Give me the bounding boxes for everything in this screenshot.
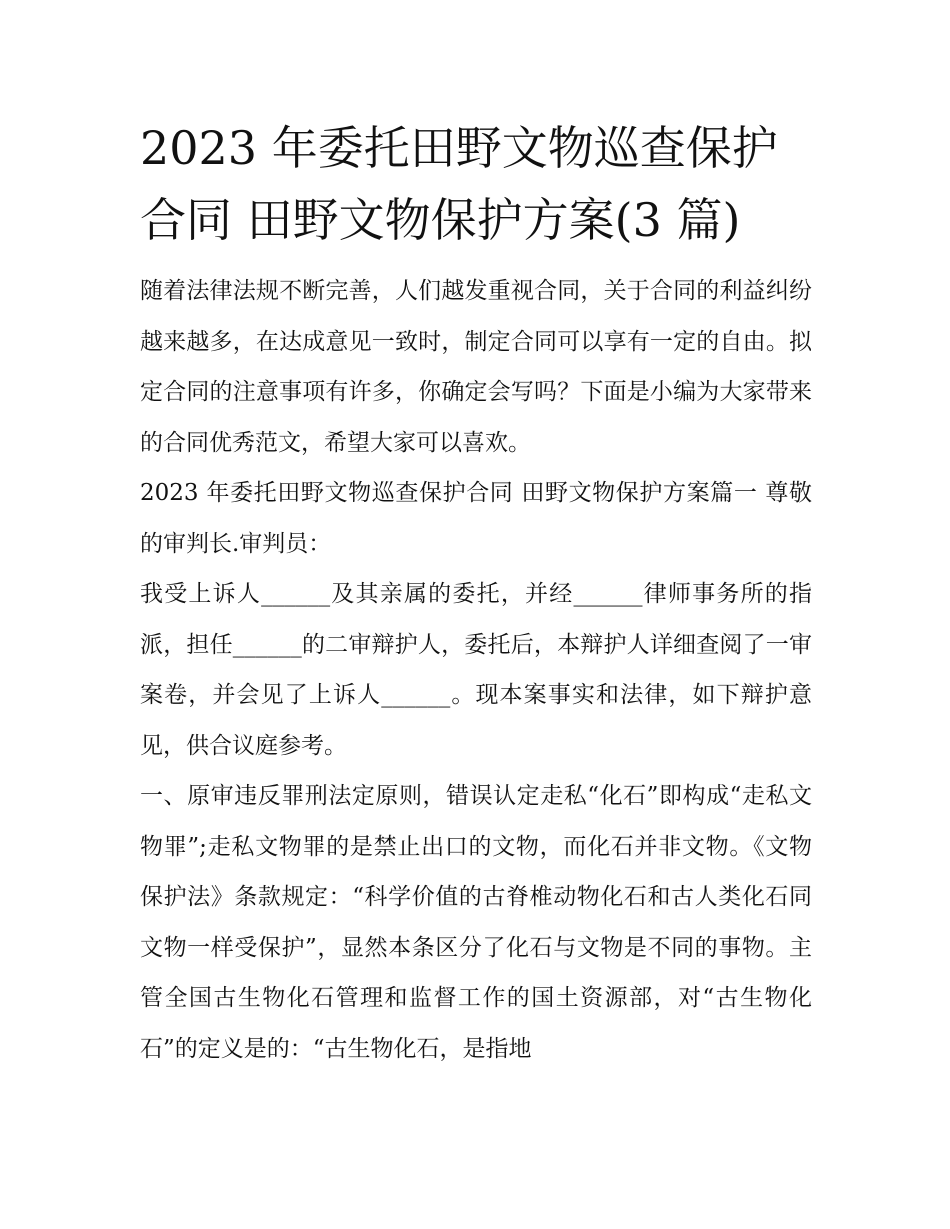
title-line-1: 2023 年委托田野文物巡查保护 [140,121,778,175]
paragraph-argument-one: 一、原审违反罪刑法定原则，错误认定走私“化石”即构成“走私文物罪”;走私文物罪的是禁止出口的文物，而化石并非文物。《文物保护法》条款规定：“科学价值的古脊椎动物化石和古人类化石同文物一样受保护”，显然本条区分了化石与文物是不同的事物。主管全国古生物化石管理和监督工作的国土资源部，对“古生物化石”的定义是的：“古生物化石，是指地 [140,783,812,1062]
paragraph-heading: 2023 年委托田野文物巡查保护合同 田野文物保护方案篇一 尊敬的审判长.审判员： [140,480,812,557]
document-title [140,112,812,256]
paragraph-intro: 随着法律法规不断完善，人们越发重视合同，关于合同的利益纠纷越来越多，在达成意见一致时，制定合同可以享有一定的自由。拟定合同的注意事项有许多，你确定会写吗？下面是小编为大家带来的合同优秀范文，希望大家可以喜欢。 [140,278,812,456]
document-body [140,112,812,1074]
title-line-2: 合同 田野文物保护方案(3 篇) [140,193,741,247]
paragraph-entrustment: 我受上诉人______及其亲属的委托，并经______律师事务所的指派，担任______的二审辩护人，委托后，本辩护人详细查阅了一审案卷，并会见了上诉人______。现本案事实和法律，如下辩护意见，供合议庭参考。 [140,581,812,759]
